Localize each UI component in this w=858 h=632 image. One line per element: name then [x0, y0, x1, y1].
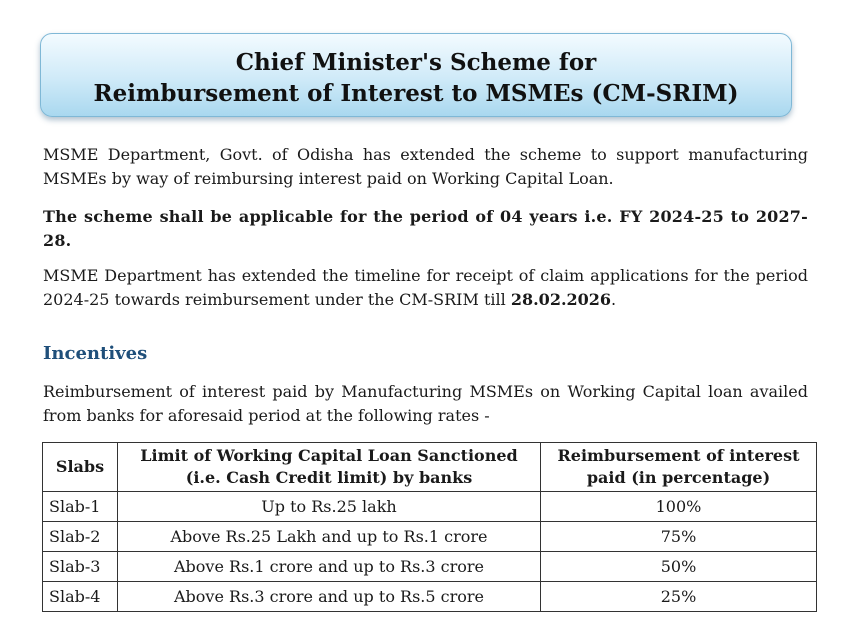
rate-cell: 100% [541, 492, 817, 522]
reimbursement-rates-table [42, 442, 817, 612]
title-banner [40, 33, 792, 117]
title-line-2: Reimbursement of Interest to MSMEs (CM-SRIM) [93, 80, 739, 107]
rate-cell: 25% [541, 582, 817, 612]
timeline-date: 28.02.2026 [510, 290, 612, 309]
applicability-paragraph: The scheme shall be applicable for the period of 04 years i.e. FY 2024-25 to 2027-28. [43, 207, 808, 250]
limit-cell: Above Rs.3 crore and up to Rs.5 crore [118, 582, 541, 612]
header-rate: Reimbursement of interest paid (in percentage) [541, 443, 817, 492]
slab-cell: Slab-3 [43, 552, 118, 582]
rate-cell: 50% [541, 552, 817, 582]
timeline-text: MSME Department has extended the timeline for receipt of claim applications for the period 2024-25 towards reimbursement under the CM-SRIM till [43, 266, 808, 309]
limit-cell: Up to Rs.25 lakh [118, 492, 541, 522]
table-row [43, 582, 817, 612]
table-row [43, 522, 817, 552]
limit-cell: Above Rs.1 crore and up to Rs.3 crore [118, 552, 541, 582]
slab-cell: Slab-2 [43, 522, 118, 552]
header-slabs: Slabs [43, 443, 118, 492]
incentives-description: Reimbursement of interest paid by Manufacturing MSMEs on Working Capital loan availed from banks for aforesaid period at the following rates - [43, 382, 808, 425]
incentives-heading: Incentives [43, 343, 148, 364]
slab-cell: Slab-4 [43, 582, 118, 612]
timeline-paragraph [43, 264, 808, 312]
timeline-suffix: . [611, 290, 617, 309]
slab-cell: Slab-1 [43, 492, 118, 522]
title-line-1: Chief Minister's Scheme for [235, 49, 597, 76]
header-limit: Limit of Working Capital Loan Sanctioned (i.e. Cash Credit limit) by banks [118, 443, 541, 492]
table-header-row [43, 443, 817, 492]
limit-cell: Above Rs.25 Lakh and up to Rs.1 crore [118, 522, 541, 552]
table-row [43, 492, 817, 522]
intro-paragraph: MSME Department, Govt. of Odisha has extended the scheme to support manufacturing MSMEs by way of reimbursing interest paid on Working Capital Loan. [43, 145, 808, 188]
rate-cell: 75% [541, 522, 817, 552]
table-row [43, 552, 817, 582]
